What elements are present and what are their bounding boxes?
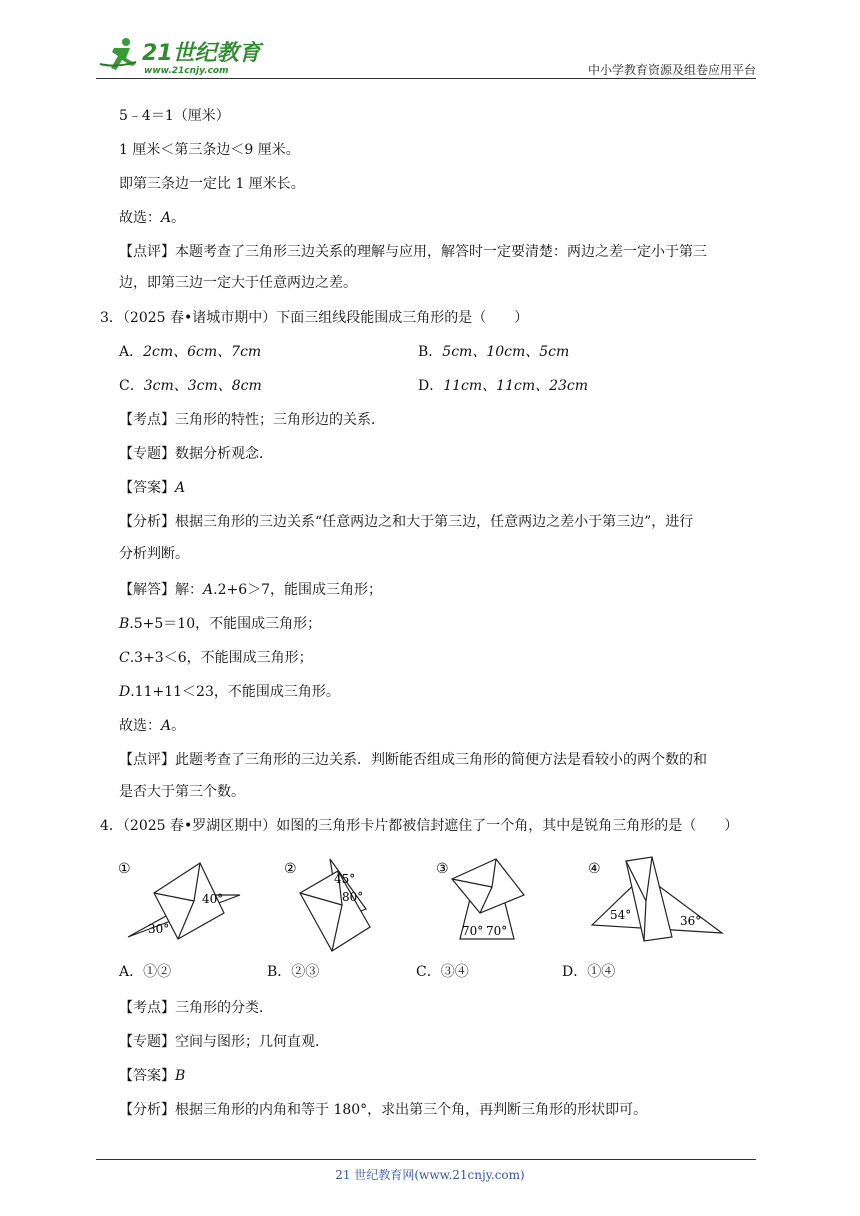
q3-option-a: A．2cm、6cm、7cm <box>119 344 262 360</box>
q3-jieda-a: 【解答】解：A.2+6＞7，能围成三角形； <box>119 582 383 598</box>
prev-line-2: 1 厘米＜第三条边＜9 厘米。 <box>119 142 300 158</box>
q4-option-a: A．①② <box>119 964 172 980</box>
figure-number: ① <box>118 861 131 877</box>
q4-zhuanti: 【专题】空间与图形；几何直观． <box>119 1034 329 1050</box>
q3-kaodian: 【考点】三角形的特性；三角形边的关系． <box>119 412 385 428</box>
q3-choose: 故选：A。 <box>119 718 186 734</box>
q4-fenxi: 【分析】根据三角形的内角和等于 180°，求出第三个角，再判断三角形的形状即可。 <box>119 1102 648 1118</box>
q4-answer: 【答案】B <box>119 1068 186 1084</box>
figure-number: ④ <box>588 861 601 877</box>
envelope-icon <box>452 859 524 913</box>
logo-url: www.21cnjy.com <box>144 66 229 76</box>
q4-figure-1 <box>116 855 256 955</box>
prev-line-1: 5﹣4＝1（厘米） <box>119 108 230 124</box>
logo-text: 21世纪教育 <box>142 41 261 66</box>
angle-label: 45° <box>334 872 356 886</box>
angle-label: 54° <box>610 908 632 922</box>
q4-figure-3 <box>434 855 574 955</box>
footer-divider <box>96 1159 756 1160</box>
angle-label: 36° <box>680 914 702 928</box>
header-divider <box>96 78 756 79</box>
angle-label: 70° <box>486 924 508 938</box>
prev-choose: 故选：A。 <box>119 210 186 226</box>
q3-answer: 【答案】A <box>119 480 186 496</box>
angle-label: 80° <box>342 890 364 904</box>
q3-option-c: C．3cm、3cm、8cm <box>119 378 262 394</box>
q3-option-d: D．11cm、11cm、23cm <box>418 378 589 394</box>
angle-label: 30° <box>148 922 170 936</box>
logo <box>96 34 266 78</box>
angle-label: 70° <box>462 924 484 938</box>
q4-figure-4 <box>586 855 726 955</box>
platform-title: 中小学教育资源及组卷应用平台 <box>587 63 756 77</box>
q3-option-b: B．5cm、10cm、5cm <box>418 344 570 360</box>
q3-stem: 3．（2025 春•诸城市期中）下面三组线段能围成三角形的是（ ） <box>100 310 529 326</box>
q3-dianping-1: 【点评】此题考查了三角形的三边关系．判断能否组成三角形的简便方法是看较小的两个数的和 <box>119 752 707 768</box>
q4-figure-2 <box>282 855 422 955</box>
q4-stem: 4．（2025 春•罗湖区期中）如图的三角形卡片都被信封遮住了一个角，其中是锐角三角形的是（ ） <box>100 818 739 834</box>
q3-fenxi-1: 【分析】根据三角形的三边关系“任意两边之和大于第三边，任意两边之差小于第三边”，进行 <box>119 514 694 530</box>
runner-icon <box>100 38 136 70</box>
q3-jieda-c: C.3+3＜6，不能围成三角形； <box>119 650 313 666</box>
figure-number: ② <box>284 861 297 877</box>
prev-comment-1: 【点评】本题考查了三角形三边关系的理解与应用，解答时一定要清楚：两边之差一定小于第三 <box>119 244 707 260</box>
footer-link[interactable]: 21 世纪教育网(www.21cnjy.com) <box>335 1168 525 1182</box>
prev-comment-2: 边，即第三边一定大于任意两边之差。 <box>119 275 357 291</box>
q3-dianping-2: 是否大于第三个数。 <box>119 784 245 800</box>
q4-option-d: D．①④ <box>562 964 616 980</box>
figure-number: ③ <box>436 861 449 877</box>
q4-option-c: C．③④ <box>416 964 469 980</box>
prev-line-3: 即第三条边一定比 1 厘米长。 <box>119 176 305 192</box>
q4-kaodian: 【考点】三角形的分类． <box>119 1000 273 1016</box>
q4-option-b: B．②③ <box>267 964 320 980</box>
envelope-icon <box>626 857 672 941</box>
q3-zhuanti: 【专题】数据分析观念． <box>119 446 273 462</box>
angle-label: 40° <box>202 892 224 906</box>
q3-jieda-d: D.11+11＜23，不能围成三角形。 <box>119 684 340 700</box>
q3-fenxi-2: 分析判断。 <box>119 546 189 562</box>
q3-jieda-b: B.5+5＝10，不能围成三角形； <box>119 616 322 632</box>
